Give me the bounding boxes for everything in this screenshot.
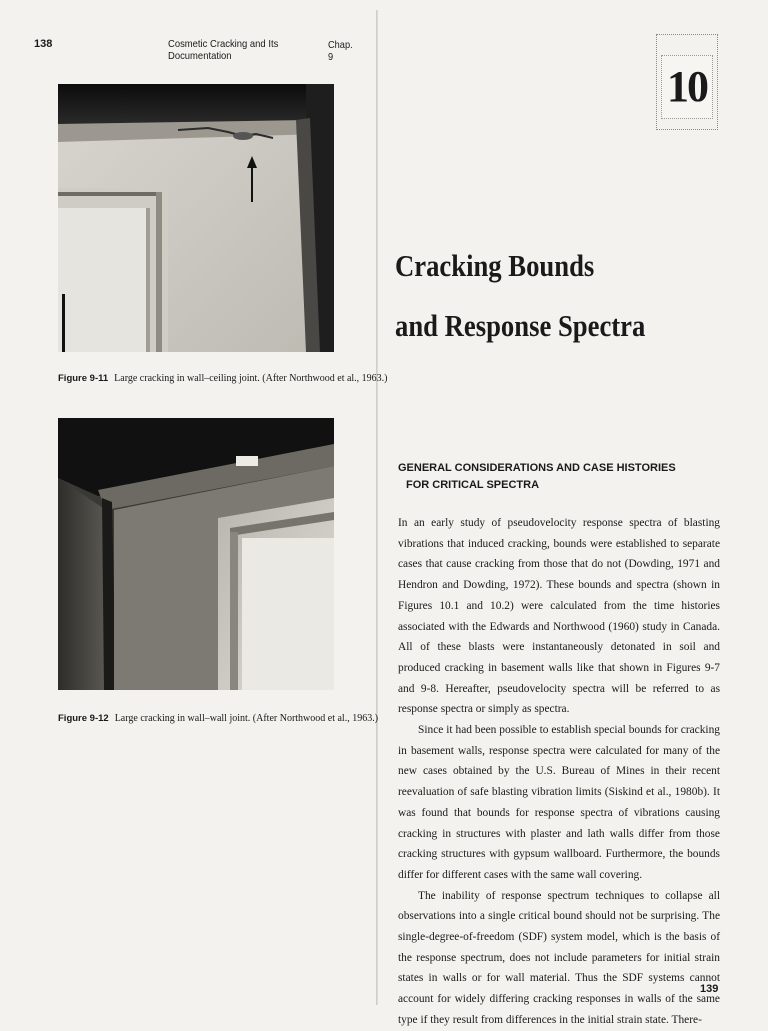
caption-text: Large cracking in wall–wall joint. (After Northwood et al., 1963.): [114, 713, 379, 724]
figure-9-11-caption: [58, 373, 388, 385]
body-text: [398, 513, 720, 1031]
caption-text: Large cracking in wall–ceiling joint. (After Northwood et al., 1963.): [114, 373, 388, 384]
section-heading-line-2: FOR CRITICAL SPECTRA: [406, 479, 540, 491]
chapter-title-line-1: Cracking Bounds: [395, 248, 595, 283]
paragraph-3: The inability of response spectrum techniques to collapse all observations into a single critical bound should not be surprising. The single-degree-of-freedom (SDF) system model, which is the basis of the response spectrum, does not include parameters for initial strain states in walls or for wall material. Thus the SDF systems cannot account for widely differing cracking responses in walls of the same type if they result from differences in the initial strain state. There-: [398, 889, 720, 1026]
book-gutter: [376, 10, 378, 1005]
chapter-number-box: [656, 34, 718, 130]
figure-label: Figure 9-11: [58, 373, 109, 384]
running-head-left: [34, 38, 364, 63]
chapter-number: 10: [667, 62, 707, 111]
page-number-left: 138: [34, 38, 53, 50]
figure-label: Figure 9-12: [58, 713, 109, 724]
section-heading-line-1: GENERAL CONSIDERATIONS AND CASE HISTORIES: [398, 462, 676, 474]
running-chapter: Chap. 9: [328, 39, 353, 63]
page-number-right: 139: [700, 983, 719, 995]
figure-9-11-photo: [58, 84, 334, 352]
figure-9-12-caption: [58, 713, 379, 725]
running-title: Cosmetic Cracking and Its Documentation: [168, 38, 279, 62]
chapter-title-line-2: and Response Spectra: [395, 308, 646, 343]
paragraph-1: In an early study of pseudovelocity response spectra of blasting vibrations that induced cracking, bounds were established to separate cases that cause cracking from those that do not (Dowding, 1971 and Hendron and Dowding, 1972). These bounds and spectra (shown in Figures 10.1 and 10.2) were calculated from the time histories associated with the Edwards and Northwood (1960) study in Canada. All of these blasts were instantaneously detonated in soil and produced cracking in basement walls like that shown in Figures 9-7 and 9-8. Hereafter, pseudovelocity spectra will be referred to as response spectra or simply as spectra.: [398, 517, 720, 716]
figure-9-12-photo: [58, 418, 334, 690]
paragraph-2: Since it had been possible to establish special bounds for cracking in basement walls, response spectra were calculated for many of the new cases obtained by the U.S. Bureau of Mines in their recent reevaluation of safe blasting vibration limits (Siskind et al., 1980b). It was found that bounds for response spectra of vibrations causing cracking in structures with plaster and lath walls differ from those cracking structures with gypsum wallboard. Furthermore, the bounds differ for different cases with the same wall covering.: [398, 724, 720, 881]
section-heading: [398, 460, 718, 494]
